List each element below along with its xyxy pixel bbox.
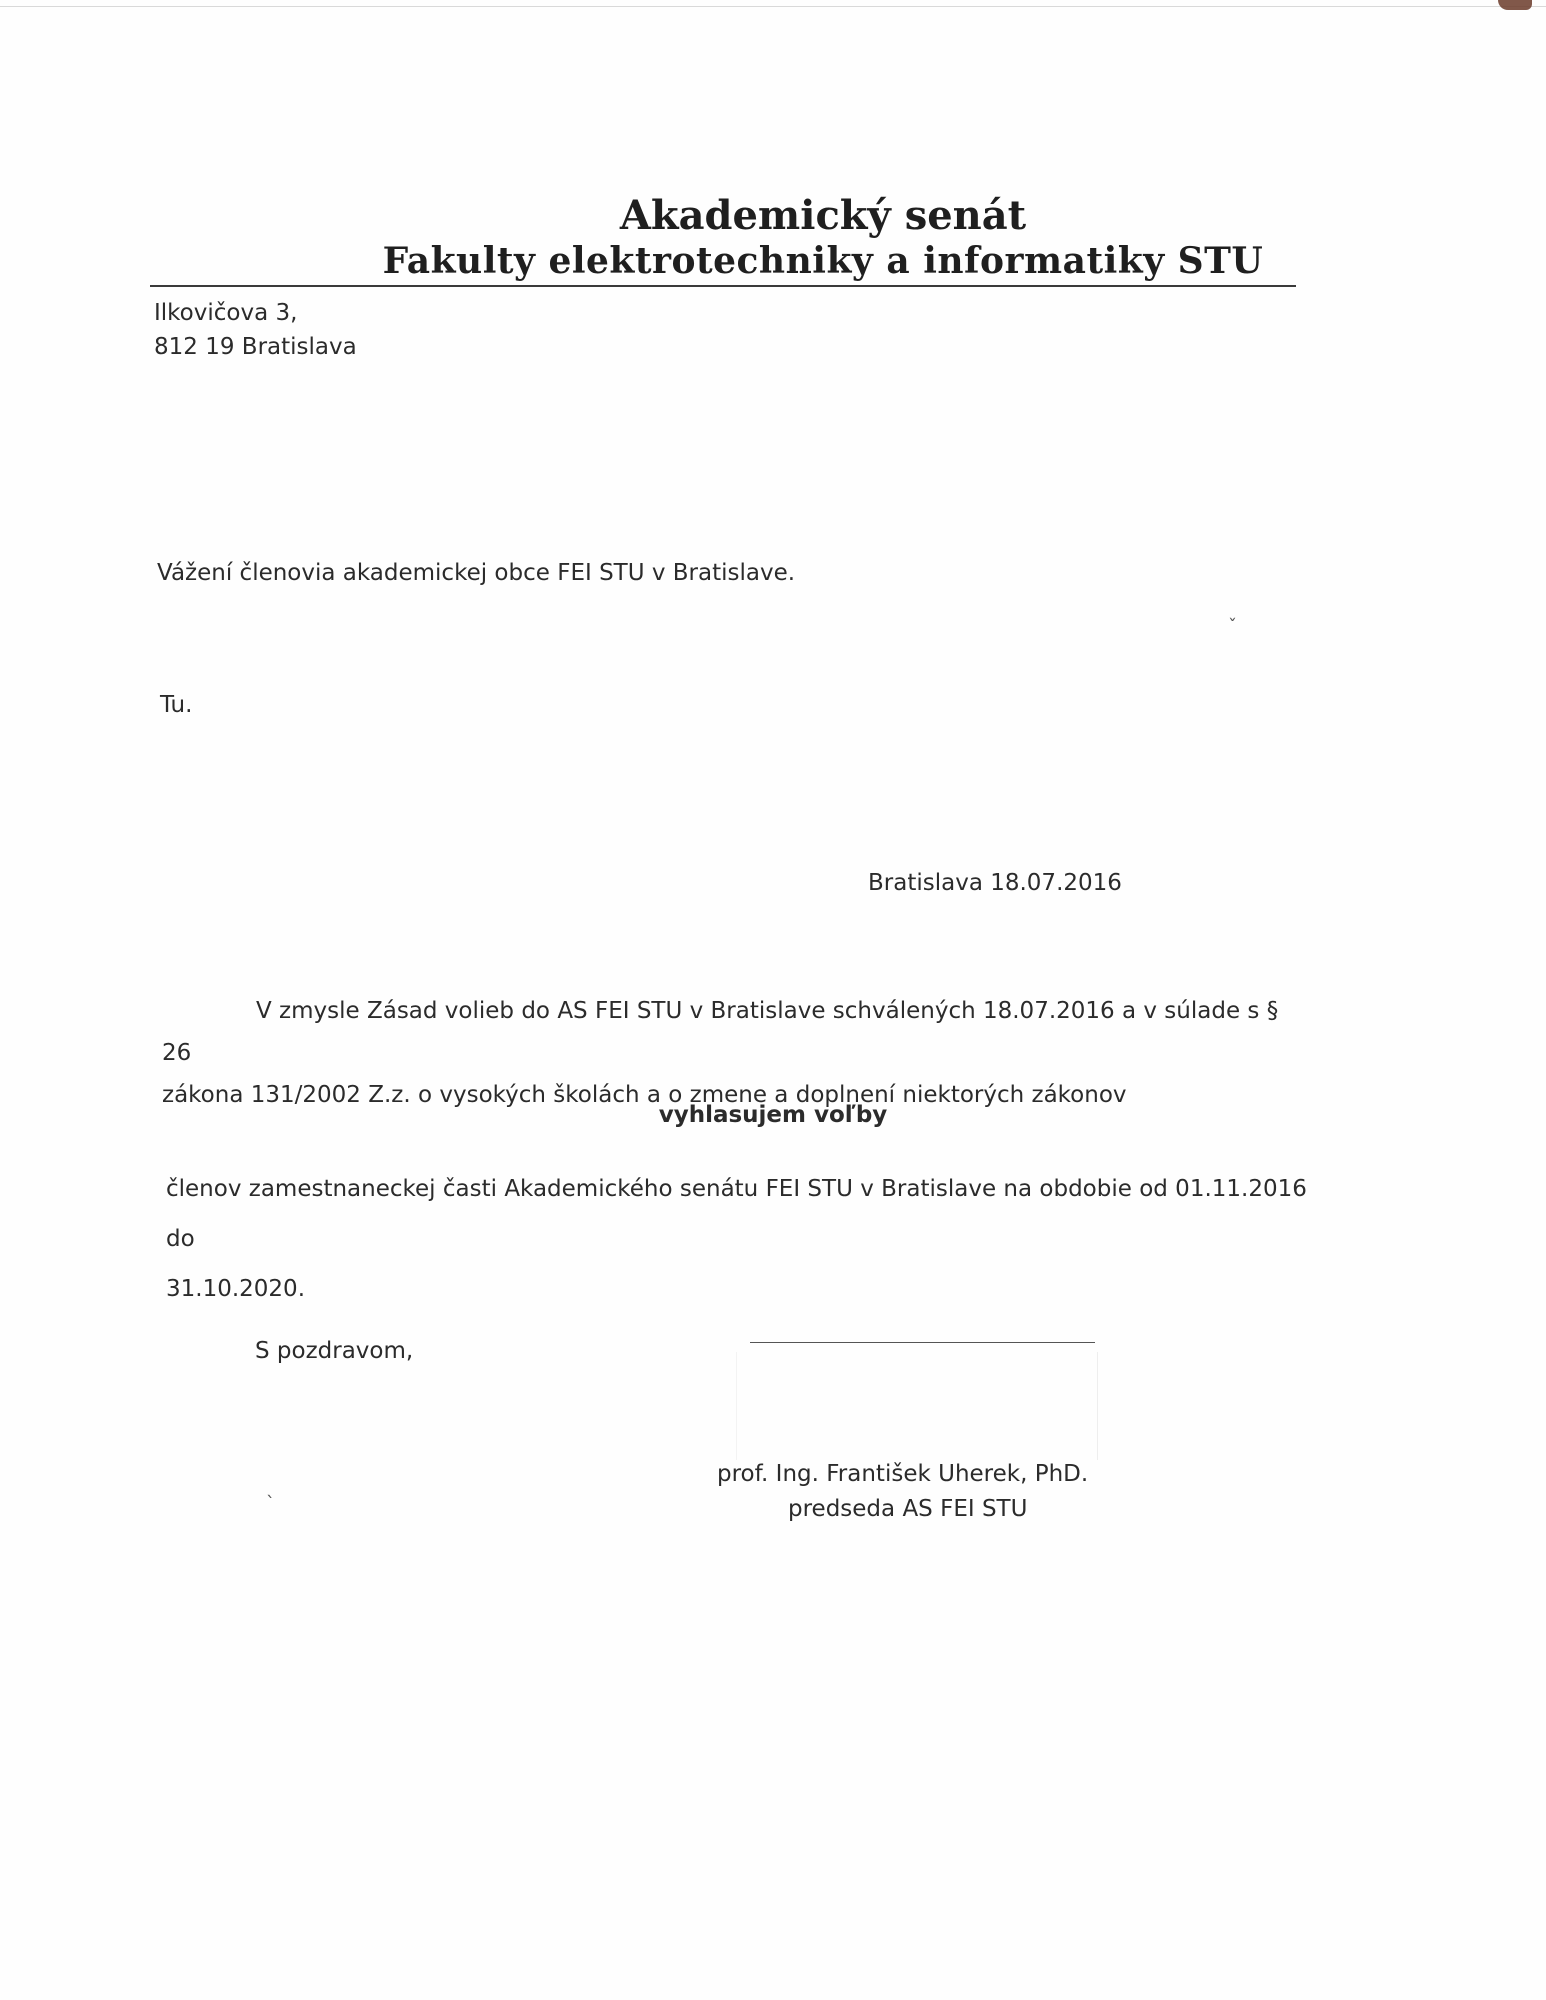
signature-line — [750, 1342, 1095, 1343]
signature-area — [736, 1352, 1098, 1460]
members-line-2: 31.10.2020. — [166, 1276, 305, 1302]
document-title: Akademický senát — [619, 192, 1027, 239]
place-date: Bratislava 18.07.2016 — [868, 870, 1122, 896]
address-street: Ilkovičova 3, — [154, 300, 298, 326]
salutation: Vážení členovia akademickej obce FEI STU v Bratislave. — [157, 560, 796, 586]
announcement: vyhlasujem voľby — [658, 1102, 888, 1128]
scan-stain-mark — [1498, 0, 1532, 10]
signer-name: prof. Ing. František Uherek, PhD. — [717, 1461, 1089, 1487]
address-block — [154, 296, 357, 364]
closing-greeting: S pozdravom, — [255, 1338, 414, 1364]
document-subtitle: Fakulty elektrotechniky a informatiky STU — [382, 240, 1264, 282]
signer-role: predseda AS FEI STU — [788, 1496, 1028, 1522]
address-city: 812 19 Bratislava — [154, 334, 357, 360]
scan-speck: ˇ — [1228, 616, 1237, 637]
recipient-tu: Tu. — [160, 692, 193, 718]
body-line-2: zákona 131/2002 Z.z. o vysokých školách a o zmene a doplnení niektorých zákonov — [162, 1082, 1127, 1108]
members-paragraph — [166, 1164, 1316, 1314]
scan-edge — [0, 6, 1546, 7]
members-line-1: členov zamestnaneckej časti Akademického senátu FEI STU v Bratislave na obdobie od 01.11.2016 do — [166, 1176, 1307, 1252]
body-line-1: V zmysle Zásad volieb do AS FEI STU v Bratislave schválených 18.07.2016 a v súlade s § 26 — [162, 998, 1279, 1066]
scan-speck: ˎ — [266, 1478, 275, 1499]
header-divider — [150, 285, 1296, 287]
